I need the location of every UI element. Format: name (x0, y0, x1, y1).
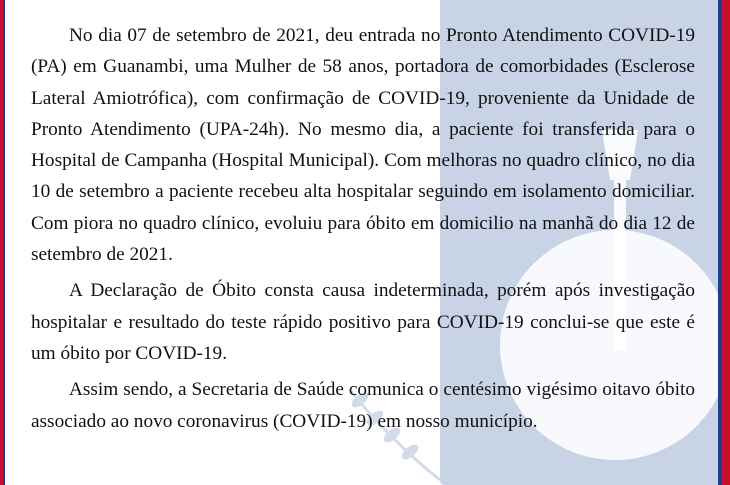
paragraph-case-report: No dia 07 de setembro de 2021, deu entrada no Pronto Atendimento COVID-19 (PA) em Guanambi, uma Mulher de 58 anos, portadora de comorbidades (Esclerose Lateral Amiotrófica), com confirmação de COVID-19, proveniente da Unidade de Pronto Atendimento (UPA-24h). No mesmo dia, a paciente foi transferida para o Hospital de Campanha (Hospital Municipal). Com melhoras no quadro clínico, no dia 10 de setembro a paciente recebeu alta hospitalar seguindo em isolamento domiciliar. Com piora no quadro clínico, evoluiu para óbito em domicilio na manhã do dia 12 de setembro de 2021. (31, 25, 695, 266)
right-border-stripe (718, 0, 730, 485)
paragraph-announcement: Assim sendo, a Secretaria de Saúde comunica o centésimo vigésimo oitavo óbito associado ao novo coronavirus (COVID-19) em nosso município. (31, 379, 695, 432)
left-border-stripe (0, 0, 5, 485)
announcement-body (31, 20, 695, 442)
paragraph-death-certificate: A Declaração de Óbito consta causa indeterminada, porém após investigação hospitalar e resultado do teste rápido positivo para COVID-19 conclui-se que este é um óbito por COVID-19. (31, 280, 695, 364)
